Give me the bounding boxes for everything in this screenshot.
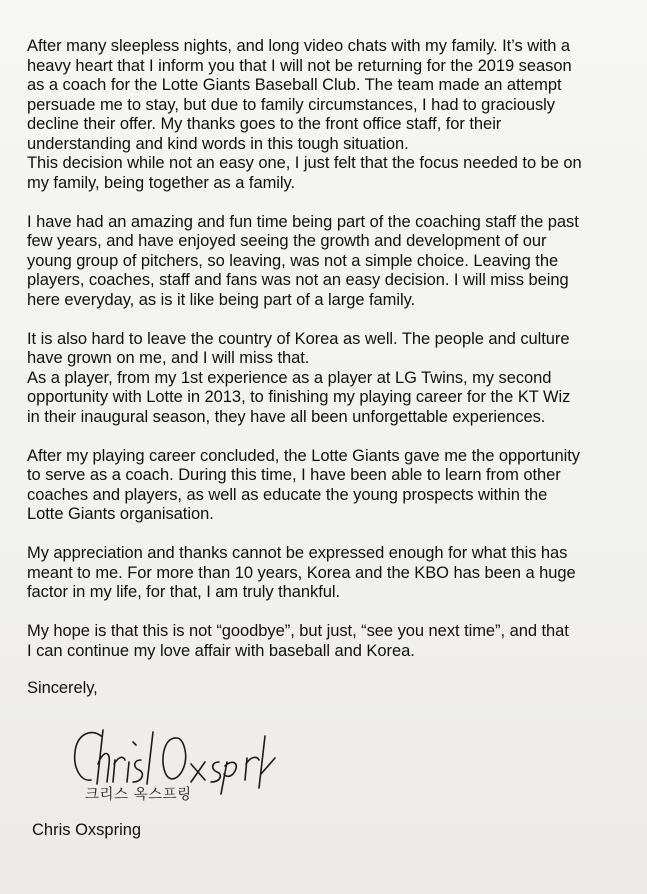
text-line: My appreciation and thanks cannot be expressed enough for what this has [27, 544, 568, 562]
signer-name: Chris Oxspring [32, 821, 142, 839]
paragraph-2 [27, 213, 617, 311]
paragraph-4 [27, 447, 617, 525]
paragraph-5 [27, 544, 617, 603]
closing-salutation: Sincerely, [27, 678, 98, 697]
text-line: persuade me to stay, but due to family circumstances, I had to graciously [27, 95, 555, 114]
text-line: Lotte Giants organisation. [27, 505, 214, 523]
korean-name-signature: 크리스 옥스프링 [85, 787, 192, 803]
text-line: I can continue my love affair with baseball and Korea. [27, 641, 415, 660]
signature-block [27, 704, 617, 839]
text-line: opportunity with Lotte in 2013, to finishing my playing career for the KT Wiz [27, 388, 571, 406]
text-line: meant to me. For more than 10 years, Korea and the KBO has been a huge [27, 563, 576, 582]
text-line: my family, being together as a family. [27, 173, 296, 192]
text-line: After my playing career concluded, the Lotte Giants gave me the opportunity [27, 446, 580, 465]
text-line: as a coach for the Lotte Giants Baseball Club. The team made an attempt [27, 76, 562, 94]
text-line: here everyday, as is it like being part of a large family. [27, 290, 416, 309]
paragraph-1 [27, 37, 617, 193]
text-line: coaches and players, as well as educate the young prospects within the [27, 485, 548, 504]
text-line: few years, and have enjoyed seeing the growth and development of our [27, 232, 547, 250]
text-line: decline their offer. My thanks goes to the front office staff, for their [27, 115, 502, 133]
text-line: in their inaugural season, they have all been unforgettable experiences. [27, 407, 546, 426]
text-line: I have had an amazing and fun time being part of the coaching staff the past [27, 212, 579, 231]
text-line: As a player, from my 1st experience as a player at LG Twins, my second [27, 368, 552, 387]
text-line: factor in my life, for that, I am truly thankful. [27, 583, 341, 601]
paragraph-3 [27, 330, 617, 428]
text-line: young group of pitchers, so leaving, was not a simple choice. Leaving the [27, 251, 559, 270]
text-line: heavy heart that I inform you that I will not be returning for the 2019 season [27, 56, 572, 75]
text-line: to serve as a coach. During this time, I have been able to learn from other [27, 466, 561, 484]
text-line: After many sleepless nights, and long video chats with my family. It’s with a [27, 37, 571, 55]
text-line: players, coaches, staff and fans was not an easy decision. I will miss being [27, 271, 569, 289]
text-line: It is also hard to leave the country of Korea as well. The people and culture [27, 329, 570, 348]
paragraph-6 [27, 622, 617, 661]
text-line: have grown on me, and I will miss that. [27, 349, 310, 367]
text-line: This decision while not an easy one, I just felt that the focus needed to be on [27, 154, 582, 172]
text-line: My hope is that this is not “goodbye”, but just, “see you next time”, and that [27, 622, 569, 640]
text-line: understanding and kind words in this tough situation. [27, 134, 409, 153]
